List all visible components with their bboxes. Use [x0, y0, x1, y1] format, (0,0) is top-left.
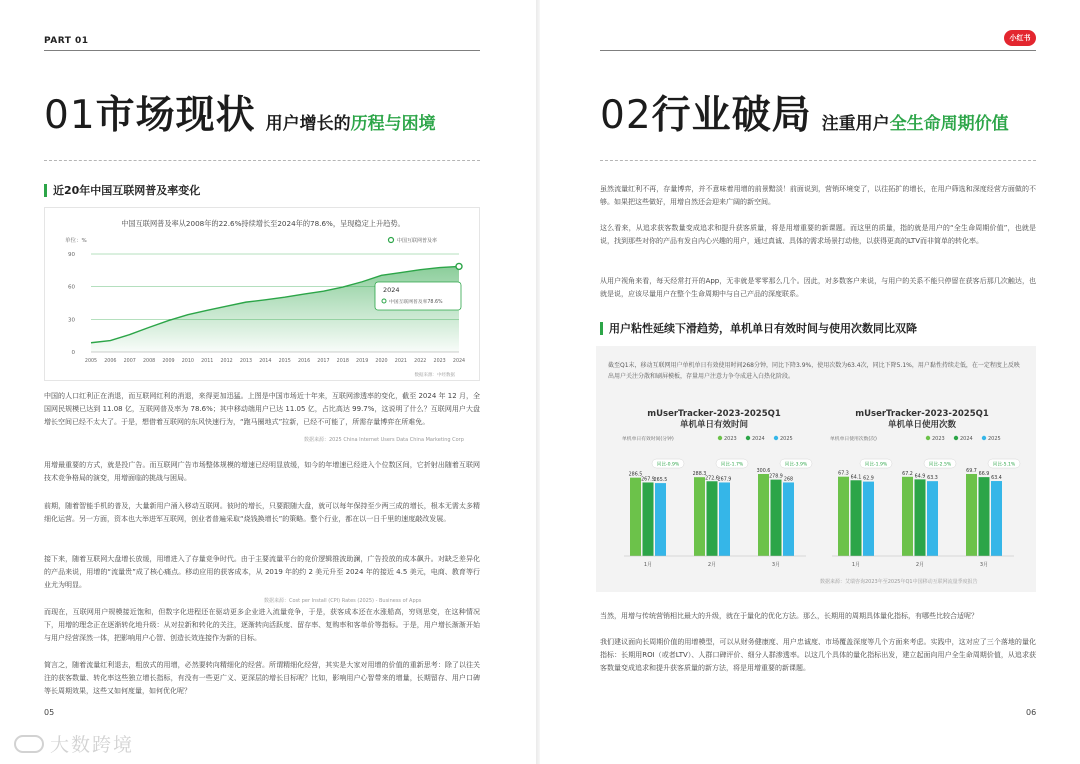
x-tick-2014: 2014	[259, 359, 272, 364]
penetration-chart-svg	[45, 208, 481, 382]
bar-1-2月-2025	[927, 481, 938, 556]
source-note-1: 数据来源：2025 China Internet Users Data China Marketing Corp	[304, 437, 464, 443]
watermark	[14, 730, 134, 757]
bar-category-0-2: 3月	[771, 562, 781, 568]
x-tick-2011: 2011	[201, 359, 214, 364]
bar-1-2月-2024	[915, 479, 926, 556]
page-number-right: 06	[1026, 708, 1037, 717]
bar-value-0-2-2: 268	[783, 477, 794, 483]
xiaohongshu-logo: 小红书	[1004, 30, 1036, 46]
x-tick-2019: 2019	[356, 359, 369, 364]
x-tick-2015: 2015	[278, 359, 291, 364]
bar-legend-label-1-2025: 2025	[988, 436, 1001, 442]
bar-0-1月-2024	[643, 482, 654, 556]
bar-legend-marker-0-2025	[774, 436, 778, 440]
right-paragraph-5: 我们建议面向长周期价值的用增模型，可以从财务健康度、用户忠诚度、市场覆盖深度等几个方面来考虑。实践中，这对应了三个落地的量化指标：长期用ROI（或者LTV）、人群口碑评价、细分人群渗透率。以这几个具体的量化指标出发，建立起面向用户全生命周期价值，从追求获客数量变成追求和提升获客质量的新方法，将是用增重要的新课题。	[600, 638, 1036, 672]
bar-value-1-0-0: 67.3	[838, 471, 849, 477]
yoy-label-0-2: 同比-3.9%	[784, 462, 808, 468]
bar-category-1-1: 2月	[915, 562, 925, 568]
heading-sub	[266, 112, 436, 136]
heading-divider	[44, 160, 480, 161]
chart-title: 中国互联网普及率从2008年的22.6%持续增长至2024年的78.6%，呈现稳定上升趋势。	[121, 219, 405, 228]
penetration-chart	[44, 207, 480, 381]
y-tick-60: 60	[68, 284, 75, 291]
yoy-label-0-0: 同比-0.9%	[656, 462, 680, 468]
heading-sub-right	[822, 112, 1009, 136]
bar-legend-label-0-2024: 2024	[752, 436, 765, 442]
bar-value-1-1-2: 63.3	[927, 476, 938, 482]
bar-category-1-0: 1月	[851, 562, 861, 568]
top-rule-right	[600, 50, 1036, 51]
bar-legend-label-0-2023: 2023	[724, 436, 737, 442]
callout-year: 2024	[383, 286, 400, 294]
bar-value-1-2-0: 69.7	[966, 469, 977, 474]
heading-sub-b: 历程与困境	[350, 114, 436, 134]
heading-main: 市场现状	[95, 93, 256, 138]
callout-marker	[382, 299, 386, 303]
bar-1-3月-2024	[979, 477, 990, 556]
page-heading	[44, 93, 436, 138]
bar-category-0-1: 2月	[707, 562, 717, 568]
y-tick-30: 30	[68, 317, 75, 324]
yoy-label-0-1: 同比-1.7%	[720, 462, 744, 468]
y-tick-90: 90	[68, 252, 75, 258]
bar-0-2月-2023	[694, 477, 705, 556]
x-tick-2005: 2005	[84, 359, 98, 364]
bar-1-3月-2025	[991, 481, 1002, 556]
usage-bar-charts	[596, 346, 1036, 592]
x-tick-2022: 2022	[414, 359, 427, 364]
heading-main-right: 行业破局	[651, 93, 812, 138]
x-tick-2006: 2006	[104, 359, 117, 364]
legend-marker	[389, 238, 394, 243]
y-unit-label: 单位：%	[65, 238, 87, 244]
panel-note: 截至Q1末，移动互联网用户单机单日有效使用时间268分钟，同比下降3.9%，使用次数为63.4次，同比下降5.1%，用户黏性持续走低，在一定程度上反映出用户关注分散和刷屏模板，存量用户注意力争夺成进入白热化阶段。	[608, 362, 1020, 380]
source-note-2: 数据来源：Cost per Install (CPI) Rates (2025) - Business of Apps	[264, 598, 422, 604]
bar-chart-title-1: 单机单日使用次数	[887, 420, 957, 430]
paragraph-6: 简言之，随着流量红利退去，粗放式的用增，必然要转向精细化的经营。所谓精细化经营，其实是大家对用增的价值的重新思考：除了以往关注的获客数量、转化率这些独立增长指标，有没有一些更广义、更深层的增长目标呢？比如，影响用户心智带来的增量，长期留存、用户口碑等长周期效果，这些又如何度量，如何优化呢？	[44, 661, 480, 695]
bar-legend-label-0-2025: 2025	[780, 436, 793, 442]
yoy-label-1-0: 同比-1.9%	[864, 462, 888, 468]
bar-0-3月-2023	[758, 474, 769, 556]
bar-value-0-1-0: 288.3	[692, 472, 707, 478]
bar-1-1月-2025	[863, 482, 874, 556]
bar-value-1-1-0: 67.2	[902, 471, 913, 477]
legend-label: 中国互联网普及率	[397, 238, 438, 244]
y-tick-0: 0	[71, 350, 75, 356]
right-paragraph-3: 从用户视角来看，每天经常打开的App，无非就是零零那么几个。因此，对多数客户来说，与用户的关系不能只停留在获客后那几次触达，也就是说，应该尽量用户在整个生命周期中与自己产品的深度联系。	[600, 277, 1036, 298]
heading-divider-right	[600, 160, 1036, 161]
x-tick-2008: 2008	[142, 359, 156, 364]
bar-chart-title-0: 单机单日有效时间	[679, 420, 749, 430]
bar-legend-marker-0-2023	[718, 436, 722, 440]
bar-value-0-1-2: 267.9	[717, 477, 732, 483]
x-tick-2018: 2018	[336, 359, 349, 364]
x-tick-2020: 2020	[375, 359, 388, 364]
section-title: 近20年中国互联网普及率变化	[44, 184, 200, 197]
x-tick-2016: 2016	[297, 359, 311, 364]
bar-category-0-0: 1月	[643, 562, 653, 568]
right-paragraph-2: 这么看来，从追求获客数量变成追求和提升获客质量，将是用增重要的新课题。而这里的质量，指的就是用户的“全生命周期价值”，也就是说，找到那些对你的产品有发自内心兴趣的用户，通过真诚、具体的需求场景打动他，以获得更高的LTV而非简单的转化率。	[600, 224, 1036, 245]
heading-number: 01	[44, 93, 96, 138]
bar-value-1-0-2: 62.9	[863, 476, 874, 482]
bar-chart-brand-1: mUserTracker-2023-2025Q1	[855, 409, 989, 419]
bar-value-0-0-0: 286.5	[628, 472, 643, 478]
bar-value-1-1-1: 64.9	[914, 474, 926, 480]
end-point-marker	[456, 263, 462, 269]
bar-legend-label-1-2023: 2023	[932, 436, 945, 442]
bar-legend-marker-1-2023	[926, 436, 930, 440]
x-tick-2007: 2007	[123, 359, 136, 364]
bar-1-1月-2024	[851, 480, 862, 556]
bar-category-1-2: 3月	[979, 562, 989, 568]
heading-sub-right-a: 注重用户	[821, 114, 890, 134]
bar-legend-marker-0-2024	[746, 436, 750, 440]
x-tick-2017: 2017	[317, 359, 330, 364]
bar-1-2月-2023	[902, 477, 913, 556]
watermark-icon	[14, 735, 44, 753]
page-heading-right	[600, 93, 1009, 138]
heading-number-right: 02	[600, 93, 652, 138]
yoy-label-1-2: 同比-5.1%	[992, 462, 1016, 468]
bar-0-3月-2024	[771, 480, 782, 556]
bar-legend-label-1-2024: 2024	[960, 436, 973, 442]
bar-value-0-0-1: 267.9	[641, 477, 655, 483]
x-tick-2023: 2023	[433, 359, 446, 364]
paragraph-2: 用增最重要的方式，就是投广告。而互联网广告市场整体规模的增速已经明显放缓，如今的年增速已经进入个位数区间，它折射出随着互联网技术竞争格局的演变，用增面临的挑战与困局。	[44, 461, 480, 482]
right-paragraph-1: 虽然流量红利不再，存量博弈，并不意味着用增的前景黯淡！前面说到，营销环境变了，以往拓扩的增长，在用户筛选和深度经营方面做的不够。如果把这些做好，用增自然还会迎来广阔的新空间。	[600, 185, 1036, 206]
section-title-right: 用户粘性延续下滑趋势，单机单日有效时间与使用次数同比双降	[600, 322, 917, 335]
bar-0-2月-2025	[719, 482, 730, 556]
x-tick-2021: 2021	[394, 359, 408, 364]
bar-chart-unit-0: 单机单日有效时间(分钟)	[622, 437, 674, 442]
yoy-label-1-1: 同比-2.5%	[928, 462, 952, 468]
bar-value-0-1-1: 272.6	[705, 476, 719, 482]
top-rule	[44, 50, 480, 51]
paragraph-1: 中国的人口红利正在消退，而互联网红利的消退，来得更加迅猛。上图是中国市场近十年来，互联网渗透率的变化，截至 2024 年 12 月，全国网民规模已达到 11.08 亿，互联网普及率为 78.6%；其中移动端用户已达 11.05 亿，占比高达 99.7%，这说明了什么？互联网用户大盘增长空间已经不太大了。于是，想借着互联网的东风快速行为，“跑马圈地式”拉新，已经不可能了，所需存量博弈在所难免。	[44, 392, 480, 426]
usage-panel	[596, 346, 1036, 592]
bar-0-1月-2025	[655, 483, 666, 556]
paragraph-5: 而现在，互联网用户规模接近饱和，但数字化进程还在驱动更多企业进入流量竞争，于是，获客成本还在水涨船高，穷则思变，在这种情况下，用增的理念正在逐渐转化地升级：从对拉新和转化的关注，逐渐转向活跃度、留存率、复购率和客单价等指标。于是，用户增长渐渐开始与用户经营深然一体，把影响用户心智、创造长效连接作为新的目标。	[44, 608, 480, 642]
x-tick-2013: 2013	[239, 359, 253, 364]
bar-value-0-0-2: 265.5	[653, 478, 668, 484]
bar-chart-source: 数据来源：艾瑞咨询2023年至2025年Q1中国移动互联网流量季度报告	[820, 579, 978, 585]
heading-sub-right-b: 全生命周期价值	[889, 114, 1009, 134]
chart-caption-text: 数据来源：中经数据	[414, 373, 455, 378]
bar-legend-marker-1-2025	[982, 436, 986, 440]
bar-value-0-2-1: 278.9	[769, 474, 783, 480]
callout-text: 中国互联网普及率78.6%	[389, 300, 443, 305]
watermark-text: 大数跨境	[50, 734, 135, 756]
paragraph-3: 前期，随着智能手机的普及，大量新用户涌入移动互联网。彼时的增长，只要跟随大盘，就可以每年保持至少两三成的增长，根本无需太多精细化运营。另一方面，资本也大举进军互联网，创业者普遍采取“烧钱换增长”的策略。整个行业，都在以一日千里的速度敲改发展。	[44, 502, 480, 523]
bar-0-2月-2024	[707, 481, 718, 556]
part-label: PART 01	[44, 36, 89, 46]
bar-0-1月-2023	[630, 478, 641, 556]
bar-value-1-0-1: 64.1	[850, 475, 862, 481]
bar-0-3月-2025	[783, 482, 794, 556]
bar-value-1-2-2: 63.4	[991, 476, 1002, 482]
right-paragraph-4: 当然，用增与传统营销相比最大的升级，就在于量化的优化方法。那么，长期用的周期具体量化指标，有哪些比较合适呢？	[600, 612, 978, 620]
paragraph-4: 接下来，随着互联网大盘增长放缓，用增进入了存量竞争时代。由于主要流量平台的竞价逻辑推波助澜，广告投放的成本飙升。对缺乏差异化的产品来说，用增的“流量贵”成了核心痛点。移动应用的获客成本，从 2019 年的约 2 美元升至 2024 年的接近 4.5 美元，电商、教育等行业尤为明显。	[44, 555, 480, 589]
x-tick-2024: 2024	[452, 359, 466, 364]
x-tick-2010: 2010	[181, 359, 194, 364]
bar-legend-marker-1-2024	[954, 436, 958, 440]
page-number-left: 05	[44, 708, 55, 717]
bar-1-3月-2023	[966, 474, 977, 556]
bar-value-0-2-0: 300.6	[756, 469, 771, 474]
bar-value-1-2-1: 66.9	[978, 472, 990, 478]
bar-1-1月-2023	[838, 477, 849, 556]
bar-chart-brand-0: mUserTracker-2023-2025Q1	[647, 409, 781, 419]
heading-sub-a: 用户增长的	[265, 114, 351, 134]
x-tick-2012: 2012	[220, 359, 233, 364]
bar-chart-unit-1: 单机单日使用次数(次)	[830, 437, 877, 442]
x-tick-2009: 2009	[162, 359, 175, 364]
